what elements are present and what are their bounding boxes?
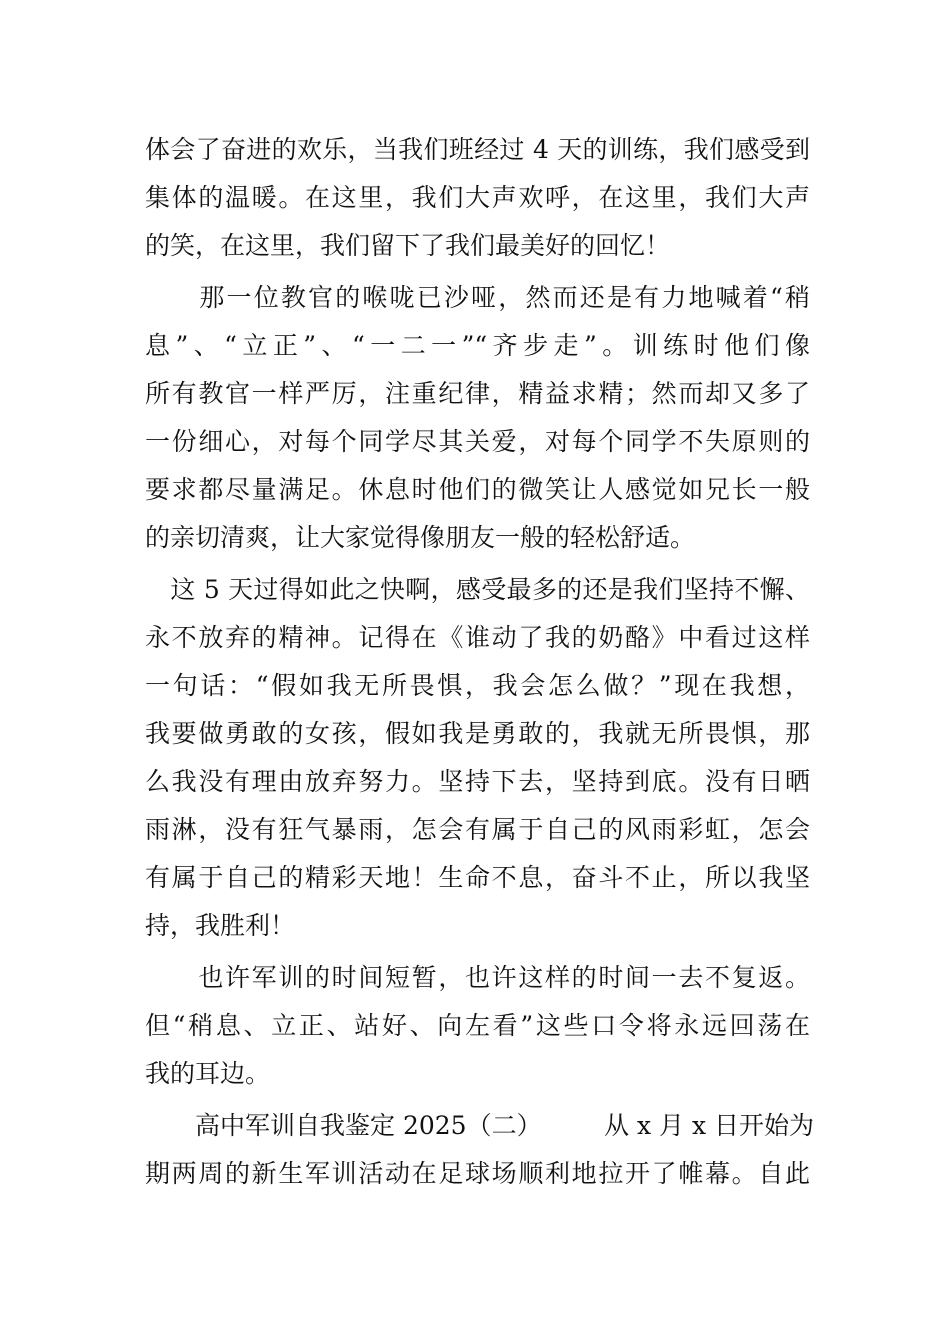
text-line: 那一位教官的喉咙已沙哑，然而还是有力地喊着“稍 — [145, 283, 810, 312]
text-line: 么我没有理由放弃努力。坚持下去，坚持到底。没有日晒 — [145, 767, 810, 796]
text-line: 一份细心，对每个同学尽其关爱，对每个同学不失原则的 — [145, 427, 810, 456]
text-line: 一句话：“假如我无所畏惧，我会怎么做？”现在我想， — [145, 671, 810, 700]
text-line: 也许军训的时间短暂，也许这样的时间一去不复返。 — [145, 963, 810, 992]
text-line: 我的耳边。 — [145, 1059, 271, 1088]
text-line: 集体的温暖。在这里，我们大声欢呼，在这里，我们大声 — [145, 183, 810, 212]
text-line: 高中军训自我鉴定 2025（二） 从 x 月 x 日开始为 — [145, 1111, 815, 1140]
text-line: 期两周的新生军训活动在足球场顺利地拉开了帷幕。自此 — [145, 1159, 810, 1188]
text-line: 的亲切清爽，让大家觉得像朋友一般的轻松舒适。 — [145, 523, 696, 552]
text-line: 体会了奋进的欢乐，当我们班经过 4 天的训练，我们感受到 — [145, 135, 810, 164]
text-line: 雨淋，没有狂气暴雨，怎会有属于自己的风雨彩虹，怎会 — [145, 815, 810, 844]
text-line: 持，我胜利！ — [145, 911, 296, 940]
text-line: 所有教官一样严厉，注重纪律，精益求精；然而却又多了 — [145, 379, 810, 408]
text-line: 这 5 天过得如此之快啊，感受最多的还是我们坚持不懈、 — [145, 575, 810, 604]
text-line: 我要做勇敢的女孩，假如我是勇敢的，我就无所畏惧，那 — [145, 719, 810, 748]
text-line: 的笑，在这里，我们留下了我们最美好的回忆！ — [145, 231, 671, 260]
text-line: 要求都尽量满足。休息时他们的微笑让人感觉如兄长一般 — [145, 475, 810, 504]
text-line: 息”、“立正”、“一二一”“齐步走”。训练时他们像 — [145, 331, 810, 360]
text-line: 永不放弃的精神。记得在《谁动了我的奶酪》中看过这样 — [145, 623, 810, 652]
text-line: 但“稍息、立正、站好、向左看”这些口令将永远回荡在 — [145, 1011, 810, 1040]
text-line: 有属于自己的精彩天地！生命不息，奋斗不止，所以我坚 — [145, 863, 810, 892]
